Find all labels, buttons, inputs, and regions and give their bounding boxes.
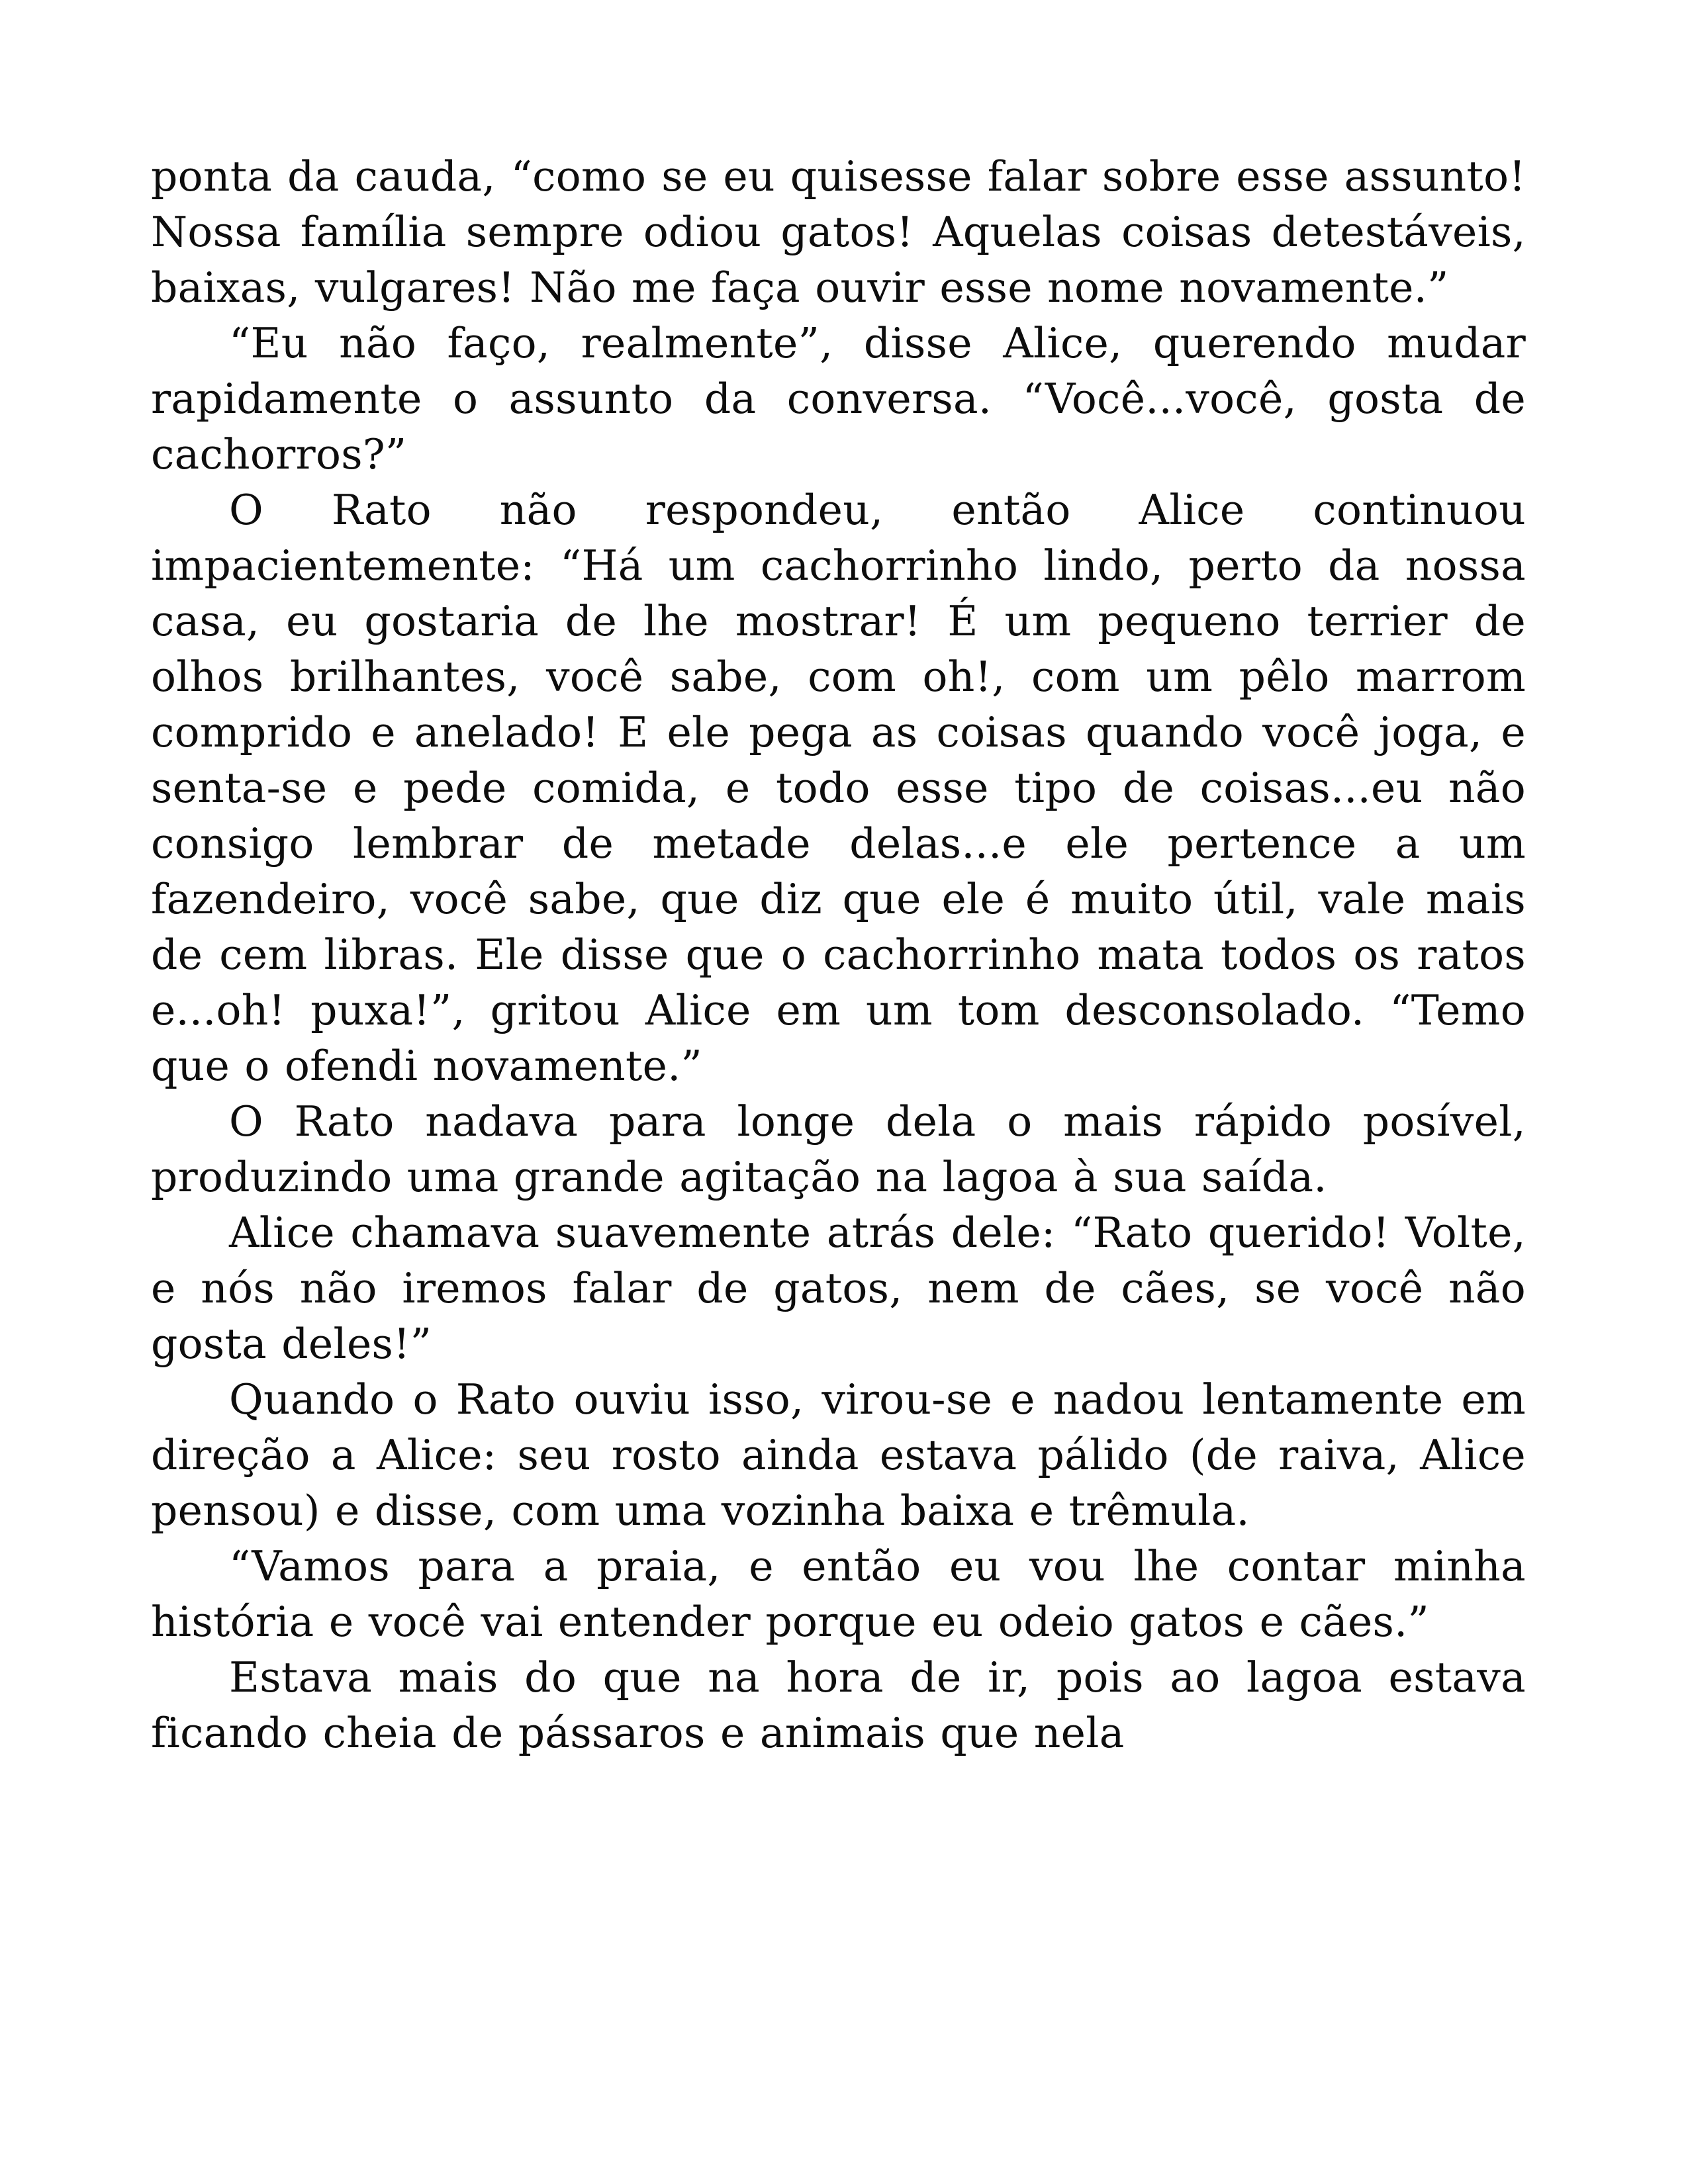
paragraph-2: O Rato não respondeu, então Alice continuou impacientemente: “Há um cachorrinho lindo, perto da nossa casa, eu gostaria de lhe mostrar! É um pequeno terrier de olhos brilhantes, você sabe, com oh!, com um pêlo marrom comprido e anelado! E ele pega as coisas quando você joga, e senta-se e pede comida, e todo esse tipo de coisas...eu não consigo lembrar de metade delas...e ele pertence a um fazendeiro, você sabe, que diz que ele é muito útil, vale mais de cem libras. Ele disse que o cachorrinho mata todos os ratos e...oh! puxa!”, gritou Alice em um tom desconsolado. “Temo que o ofendi novamente.”	[151, 486, 1526, 1090]
paragraph-1: “Eu não faço, realmente”, disse Alice, querendo mudar rapidamente o assunto da conversa. “Você...você, gosta de cachorros?”	[151, 319, 1526, 478]
paragraph-6: “Vamos para a praia, e então eu vou lhe contar minha história e você vai entender porque eu odeio gatos e cães.”	[151, 1542, 1526, 1646]
paragraph-4: Alice chamava suavemente atrás dele: “Rato querido! Volte, e nós não iremos falar de gatos, nem de cães, se você não gosta deles!”	[151, 1208, 1526, 1368]
paragraph-3: O Rato nadava para longe dela o mais rápido posível, produzindo uma grande agitação na lagoa à sua saída.	[151, 1097, 1526, 1201]
paragraph-7: Estava mais do que na hora de ir, pois ao lagoa estava ficando cheia de pássaros e animais que nela	[151, 1653, 1526, 1757]
paragraph-5: Quando o Rato ouviu isso, virou-se e nadou lentamente em direção a Alice: seu rosto ainda estava pálido (de raiva, Alice pensou) e disse, com uma vozinha baixa e trêmula.	[151, 1375, 1526, 1535]
text-column	[151, 149, 1526, 1761]
paragraph-0: ponta da cauda, “como se eu quisesse falar sobre esse assunto! Nossa família sempre odiou gatos! Aquelas coisas detestáveis, baixas, vulgares! Não me faça ouvir esse nome novamente.”	[151, 152, 1526, 312]
